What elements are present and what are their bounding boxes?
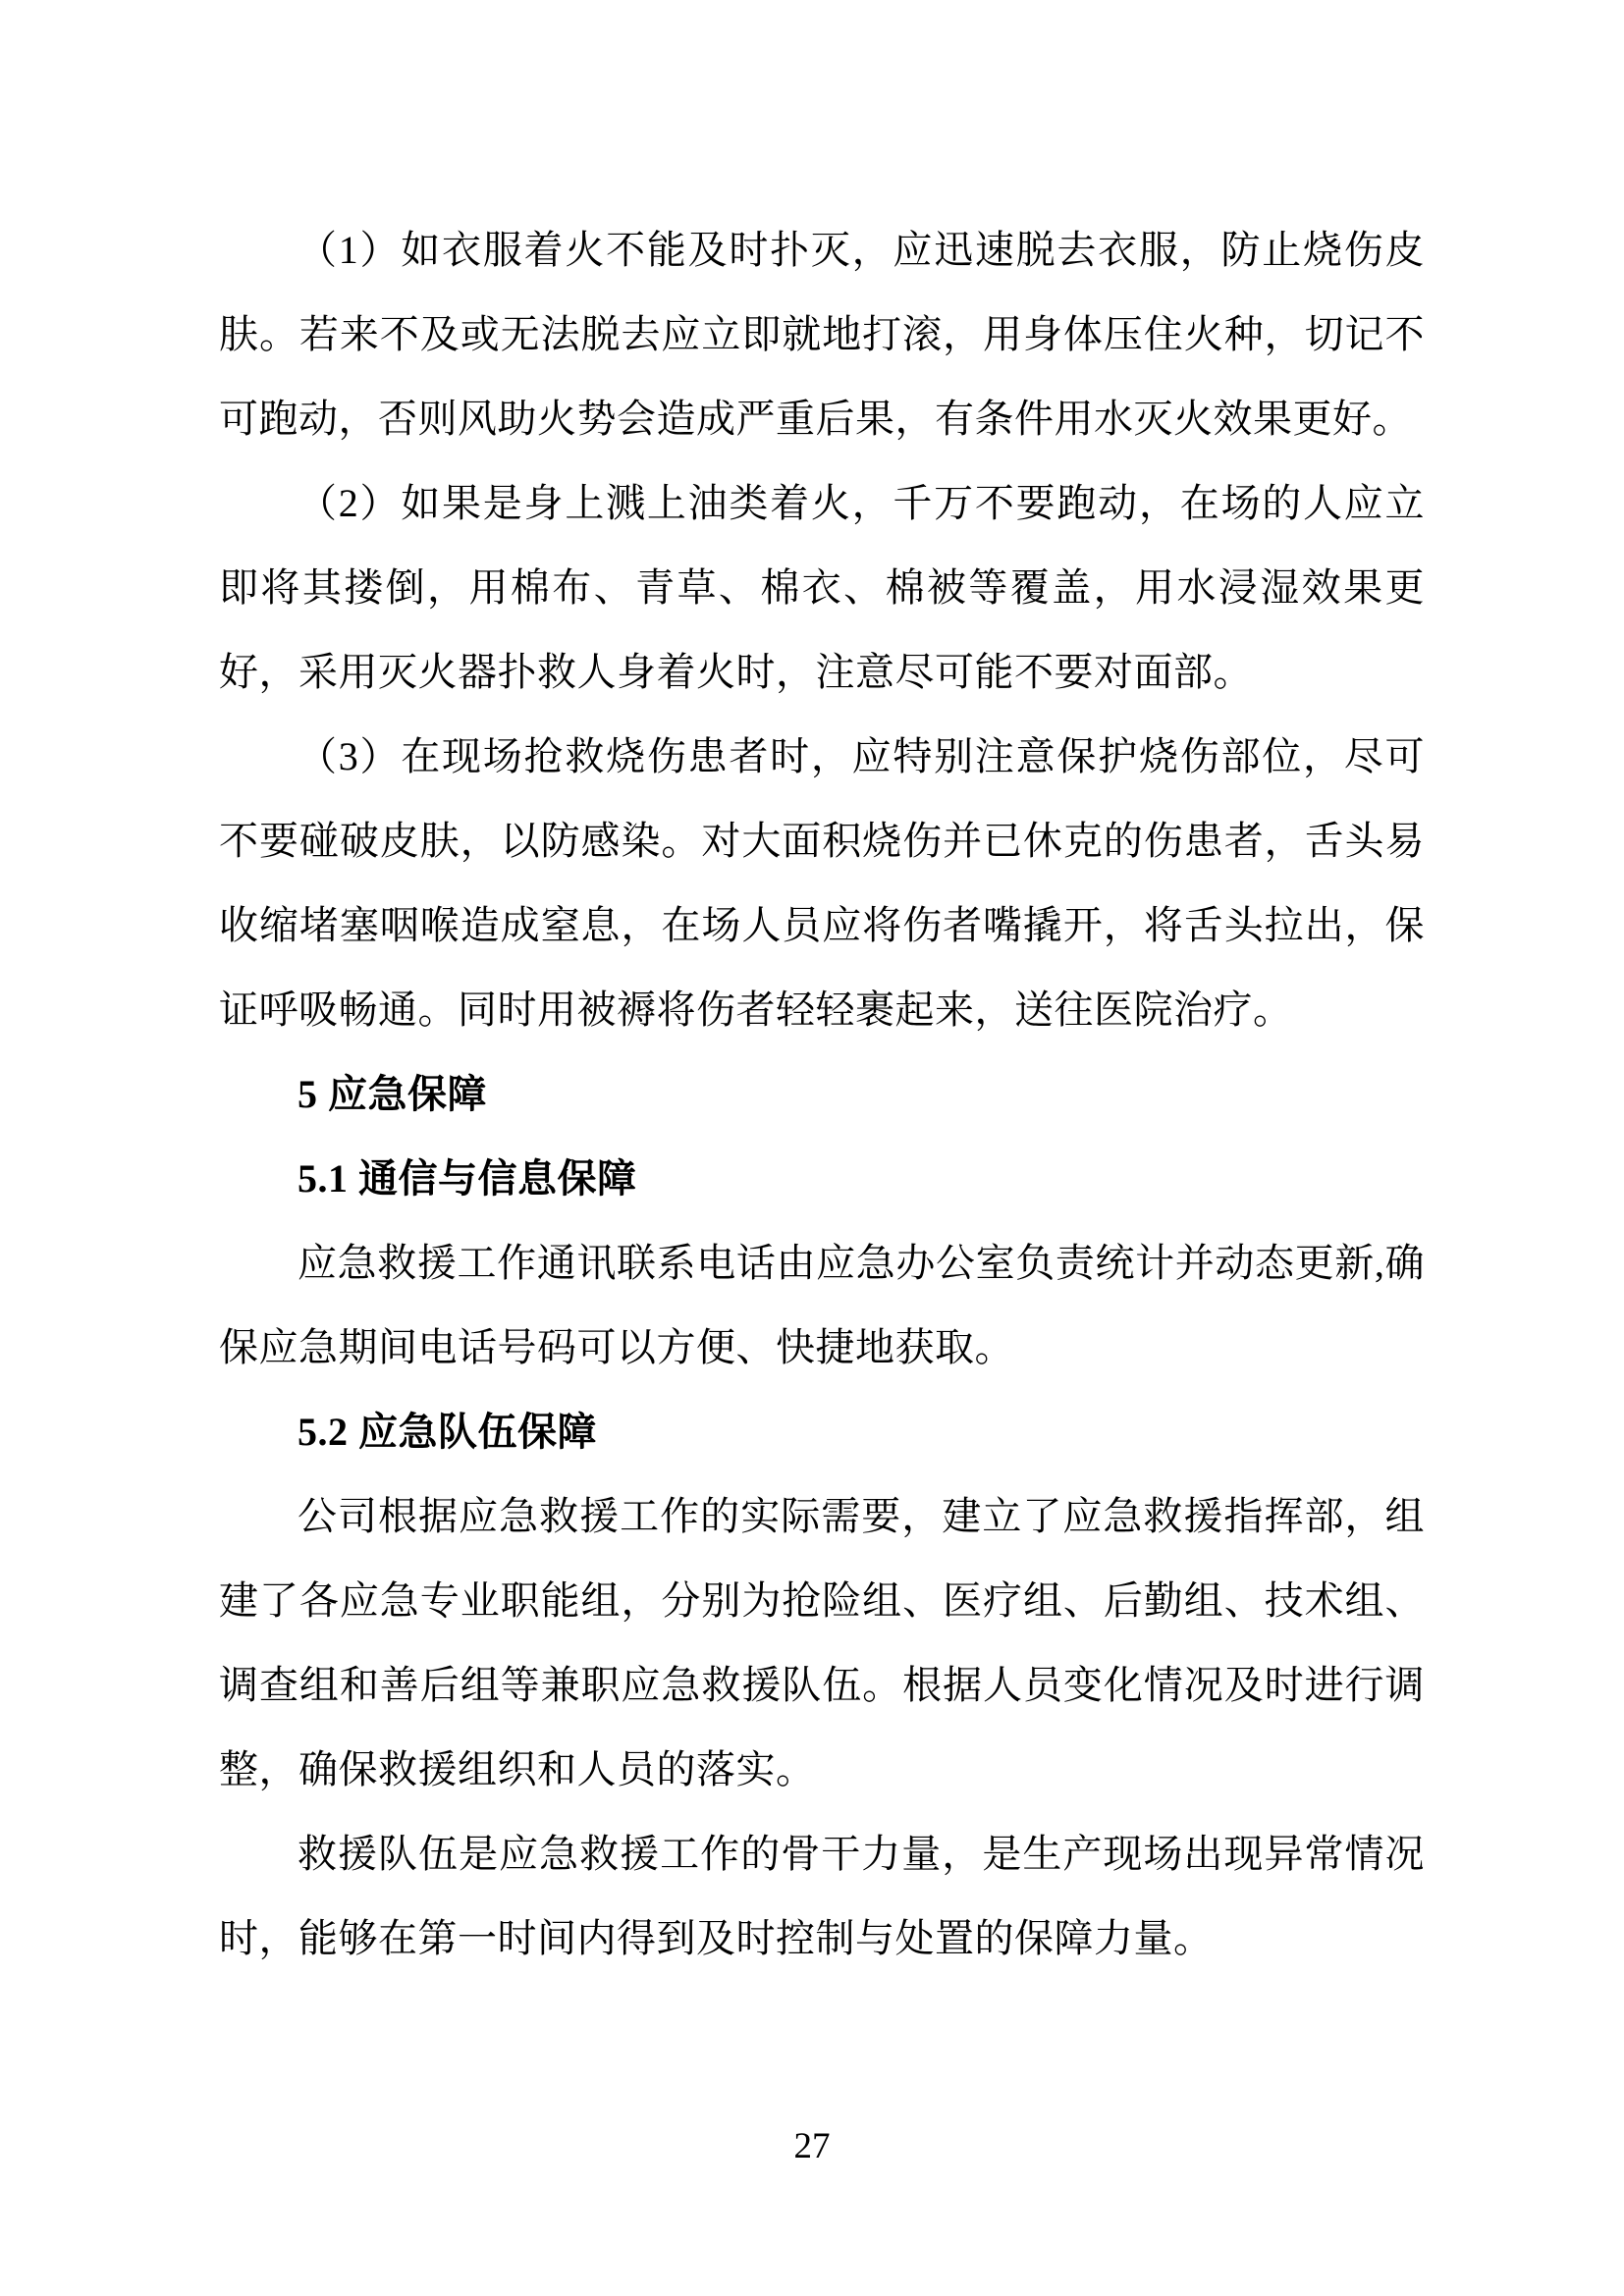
paragraph-burn-rescue: （3）在现场抢救烧伤患者时，应特别注意保护烧伤部位，尽可不要碰破皮肤，以防感染。对大面积烧伤并已休克的伤患者，舌头易收缩堵塞咽喉造成窒息，在场人员应将伤者嘴撬开，将舌头拉出，保证呼吸畅通。同时用被褥将伤者轻轻裹起来，送往医院治疗。 [219, 734, 1425, 1032]
paragraph-rescue-team-role: 救援队伍是应急救援工作的骨干力量，是生产现场出现异常情况时，能够在第一时间内得到及时控制与处置的保障力量。 [219, 1832, 1425, 1960]
paragraph-fire-clothing: （1）如衣服着火不能及时扑灭，应迅速脱去衣服，防止烧伤皮肤。若来不及或无法脱去应立即就地打滚，用身体压住火种，切记不可跑动，否则风助火势会造成严重后果，有条件用水灭火效果更好。 [219, 228, 1425, 441]
paragraph-emergency-team: 公司根据应急救援工作的实际需要，建立了应急救援指挥部，组建了各应急专业职能组，分别为抢险组、医疗组、后勤组、技术组、调查组和善后组等兼职应急救援队伍。根据人员变化情况及时进行调整，确保救援组织和人员的落实。 [219, 1494, 1425, 1791]
paragraph-communication-support: 应急救援工作通讯联系电话由应急办公室负责统计并动态更新,确保应急期间电话号码可以方便、快捷地获取。 [219, 1241, 1425, 1369]
page-number: 27 [793, 2126, 831, 2166]
heading-section-5-1: 5.1 通信与信息保障 [298, 1156, 637, 1201]
heading-section-5: 5 应急保障 [298, 1072, 487, 1116]
page-footer [0, 2122, 1624, 2171]
document-text-area [219, 208, 1425, 1981]
paragraph-oil-fire: （2）如果是身上溅上油类着火，千万不要跑动，在场的人应立即将其搂倒，用棉布、青草、棉衣、棉被等覆盖，用水浸湿效果更好，采用灭火器扑救人身着火时，注意尽可能不要对面部。 [219, 481, 1425, 694]
heading-section-5-2: 5.2 应急队伍保障 [298, 1410, 597, 1454]
